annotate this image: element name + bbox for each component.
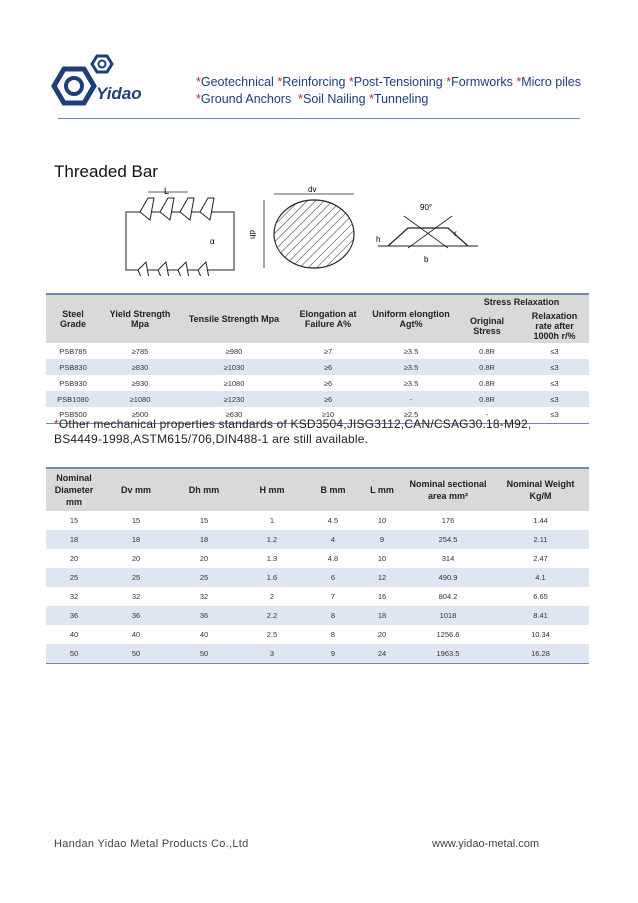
- table-cell: 9: [306, 644, 360, 663]
- table-cell: PSB830: [46, 359, 100, 375]
- table-cell: PSB785: [59, 346, 87, 356]
- table-row: [46, 587, 589, 606]
- table-cell: 4.5: [327, 516, 339, 525]
- table-cell: 18: [360, 606, 404, 625]
- table-row: [46, 530, 589, 549]
- tag-label: Soil Nailing: [303, 92, 370, 106]
- table-cell: 20: [199, 554, 209, 563]
- table-cell: 40: [69, 630, 79, 639]
- tag-label: Reinforcing: [282, 75, 349, 89]
- table-cell: ≥1230: [180, 391, 288, 407]
- table-cell: 4.8: [327, 554, 339, 563]
- table-cell: 0.8R: [454, 391, 520, 407]
- table-cell: 32: [69, 592, 79, 601]
- table-cell: 0.8R: [454, 359, 520, 375]
- table-cell: 1.44: [533, 516, 548, 525]
- logo-text: Yidao: [96, 84, 142, 103]
- table-cell: PSB500: [46, 407, 100, 423]
- tag-label: Micro piles: [521, 75, 581, 89]
- table-cell: 3: [238, 644, 306, 663]
- label-angle: 90°: [420, 203, 433, 212]
- table-cell: ≥6: [288, 391, 368, 407]
- table-cell: PSB1080: [46, 391, 100, 407]
- table-row: [46, 391, 589, 407]
- note-star: *: [54, 417, 59, 431]
- tag-star: *: [446, 75, 452, 89]
- table-cell: 2.5: [266, 630, 278, 639]
- table-cell: 8.41: [492, 606, 589, 625]
- table-cell: 18: [46, 530, 102, 549]
- table-cell: 254.5: [404, 530, 492, 549]
- table-cell: ≥500: [100, 407, 180, 423]
- page-title: Threaded Bar: [54, 162, 158, 181]
- tag-star: *: [196, 75, 201, 89]
- table-cell: 10.34: [531, 630, 550, 639]
- footer-company: Handan Yidao Metal Products Co.,Ltd: [54, 838, 249, 850]
- table-cell: 20: [69, 554, 79, 563]
- service-tags-line-2: [196, 91, 581, 108]
- label-b: b: [424, 255, 429, 264]
- tag-star: *: [277, 75, 283, 89]
- table-cell: 16: [377, 592, 387, 601]
- table-cell: 2.2: [238, 606, 306, 625]
- table-cell: ≥785: [131, 346, 149, 356]
- col-steel-grade: Steel Grade: [46, 294, 100, 343]
- table-cell: ≥3.5: [368, 359, 454, 375]
- table-cell: 32: [199, 592, 209, 601]
- tag-label: Post-Tensioning: [353, 75, 447, 89]
- table-cell: 7: [330, 592, 336, 601]
- tag-label: Geotechnical: [200, 75, 278, 89]
- tag-star: *: [369, 92, 374, 106]
- dimension-col-header: Dh mm: [170, 468, 238, 511]
- table-row: [46, 644, 589, 663]
- table-cell: ≥6: [288, 359, 368, 375]
- table-cell: 2.11: [492, 530, 589, 549]
- table-cell: 4: [306, 530, 360, 549]
- steel-grade-table: [46, 293, 589, 424]
- dimension-col-header: Nominal Weight Kg/M: [492, 468, 589, 511]
- table-cell: ≥980: [225, 346, 243, 356]
- table-cell: 10: [377, 516, 387, 525]
- table-cell: 0.8R: [479, 378, 495, 388]
- table-cell: 490.9: [404, 568, 492, 587]
- col-elongation: Elongation at Failure A%: [288, 294, 368, 343]
- dimension-col-header: B mm: [306, 468, 360, 511]
- dimensions-table: [46, 467, 589, 664]
- table-cell: ≤3: [550, 378, 559, 388]
- table-cell: 0.8R: [479, 346, 495, 356]
- standards-note: [54, 417, 574, 447]
- dimension-col-header: Nominal Diameter mm: [46, 468, 102, 511]
- table-row: [46, 625, 589, 644]
- threaded-bar-drawings: [118, 186, 498, 276]
- table-cell: 50: [46, 644, 102, 663]
- table-row: [46, 343, 589, 359]
- col-relaxation-rate: Relaxation rate after 1000h r/%: [520, 309, 589, 343]
- footer-website[interactable]: www.yidao-metal.com: [432, 838, 539, 850]
- table-cell: 2: [269, 592, 275, 601]
- table-cell: ≥2.5: [368, 407, 454, 423]
- tag-star: *: [348, 75, 354, 89]
- service-tags-line-1: [196, 74, 581, 91]
- dimension-col-header: Dv mm: [102, 468, 170, 511]
- table-cell: 25: [170, 568, 238, 587]
- header-divider: [58, 118, 580, 119]
- col-tensile-strength: Tensile Strength Mpa: [180, 294, 288, 343]
- table-cell: PSB930: [59, 378, 87, 388]
- table-cell: 1: [269, 516, 275, 525]
- table-cell: ≤3: [550, 346, 559, 356]
- label-alpha: α: [210, 237, 215, 246]
- table-cell: 36: [102, 606, 170, 625]
- table-cell: ≥6: [323, 378, 333, 388]
- table-cell: ≥10: [288, 407, 368, 423]
- table-cell: 1.2: [238, 530, 306, 549]
- table-cell: 50: [102, 644, 170, 663]
- table-cell: 9: [360, 530, 404, 549]
- table-cell: 40: [199, 630, 209, 639]
- table-cell: 32: [131, 592, 141, 601]
- table-cell: ≥630: [180, 407, 288, 423]
- label-r: r: [454, 229, 457, 238]
- table-cell: 10: [377, 554, 387, 563]
- table-cell: 20: [377, 630, 387, 639]
- table-cell: ≥1080: [100, 391, 180, 407]
- table-cell: 36: [170, 606, 238, 625]
- table-cell: 25: [46, 568, 102, 587]
- table-cell: ≥1030: [180, 359, 288, 375]
- table-cell: 15: [131, 516, 141, 525]
- table-cell: 804.2: [438, 592, 458, 601]
- table-cell: 16.28: [492, 644, 589, 663]
- table-cell: 24: [360, 644, 404, 663]
- table-cell: 50: [170, 644, 238, 663]
- tag-star: *: [298, 92, 304, 106]
- thread-profile: [376, 203, 478, 264]
- table-cell: 15: [199, 516, 209, 525]
- tag-star: *: [516, 75, 522, 89]
- table-row: [46, 511, 589, 530]
- bar-side-view: [126, 186, 234, 276]
- table-cell: -: [368, 391, 454, 407]
- table-cell: 314: [441, 554, 455, 563]
- table-cell: ≥3.5: [403, 378, 419, 388]
- dimension-col-header: Nominal sectional area mm²: [404, 468, 492, 511]
- table-cell: 8: [306, 606, 360, 625]
- col-stress-relaxation: Stress Relaxation: [454, 294, 589, 309]
- table-cell: 6: [306, 568, 360, 587]
- table-cell: 8: [330, 630, 336, 639]
- table-cell: 20: [131, 554, 141, 563]
- label-h: h: [376, 235, 381, 244]
- table-cell: -: [454, 407, 520, 423]
- table-cell: ≤3: [520, 359, 589, 375]
- table-cell: 1018: [404, 606, 492, 625]
- table-cell: 36: [46, 606, 102, 625]
- label-l: L: [164, 186, 170, 196]
- table-row: [46, 359, 589, 375]
- dimension-col-header: L mm: [360, 468, 404, 511]
- table-cell: 25: [102, 568, 170, 587]
- table-cell: 2.47: [533, 554, 548, 563]
- col-uniform-elongation: Uniform elongtion Agt%: [368, 294, 454, 343]
- col-original-stress: Original Stress: [454, 309, 520, 343]
- service-tags: [196, 74, 581, 108]
- table-cell: ≥3.5: [403, 346, 419, 356]
- table-cell: 12: [360, 568, 404, 587]
- table-cell: 1.3: [266, 554, 278, 563]
- table-cell: 15: [69, 516, 79, 525]
- tag-label: Formworks: [451, 75, 517, 89]
- bar-cross-section: [248, 186, 354, 268]
- col-yield-strength: Yield Strength Mpa: [100, 294, 180, 343]
- table-row: [46, 568, 589, 587]
- table-cell: ≥930: [131, 378, 149, 388]
- tag-star: *: [196, 92, 201, 106]
- table-cell: 4.1: [492, 568, 589, 587]
- table-cell: ≥7: [323, 346, 333, 356]
- note-text: Other mechanical properties standards of KSD3504,JISG3112,CAN/CSAG30.18-M92, BS4449-1998,ASTM615/706,DIN488-1 are still available.: [54, 417, 532, 446]
- table-cell: 18: [170, 530, 238, 549]
- table-cell: ≥830: [100, 359, 180, 375]
- table-cell: 1963.5: [404, 644, 492, 663]
- table-cell: 40: [131, 630, 141, 639]
- table-cell: ≥1080: [223, 378, 245, 388]
- table-cell: 1.6: [238, 568, 306, 587]
- table-cell: 1256.6: [436, 630, 460, 639]
- table-cell: 18: [102, 530, 170, 549]
- tag-label: Ground Anchors: [200, 92, 299, 106]
- yidao-logo-icon: [48, 50, 158, 114]
- page-header: [0, 0, 638, 130]
- label-dv: dv: [308, 186, 317, 194]
- table-cell: ≤3: [520, 407, 589, 423]
- label-dh: dh: [248, 230, 257, 239]
- table-cell: 6.65: [533, 592, 548, 601]
- tag-label: Tunneling: [373, 92, 429, 106]
- table-row: [46, 375, 589, 391]
- table-row: [46, 606, 589, 625]
- table-cell: 176: [441, 516, 455, 525]
- table-row: [46, 549, 589, 568]
- dimension-col-header: H mm: [238, 468, 306, 511]
- table-cell: ≤3: [520, 391, 589, 407]
